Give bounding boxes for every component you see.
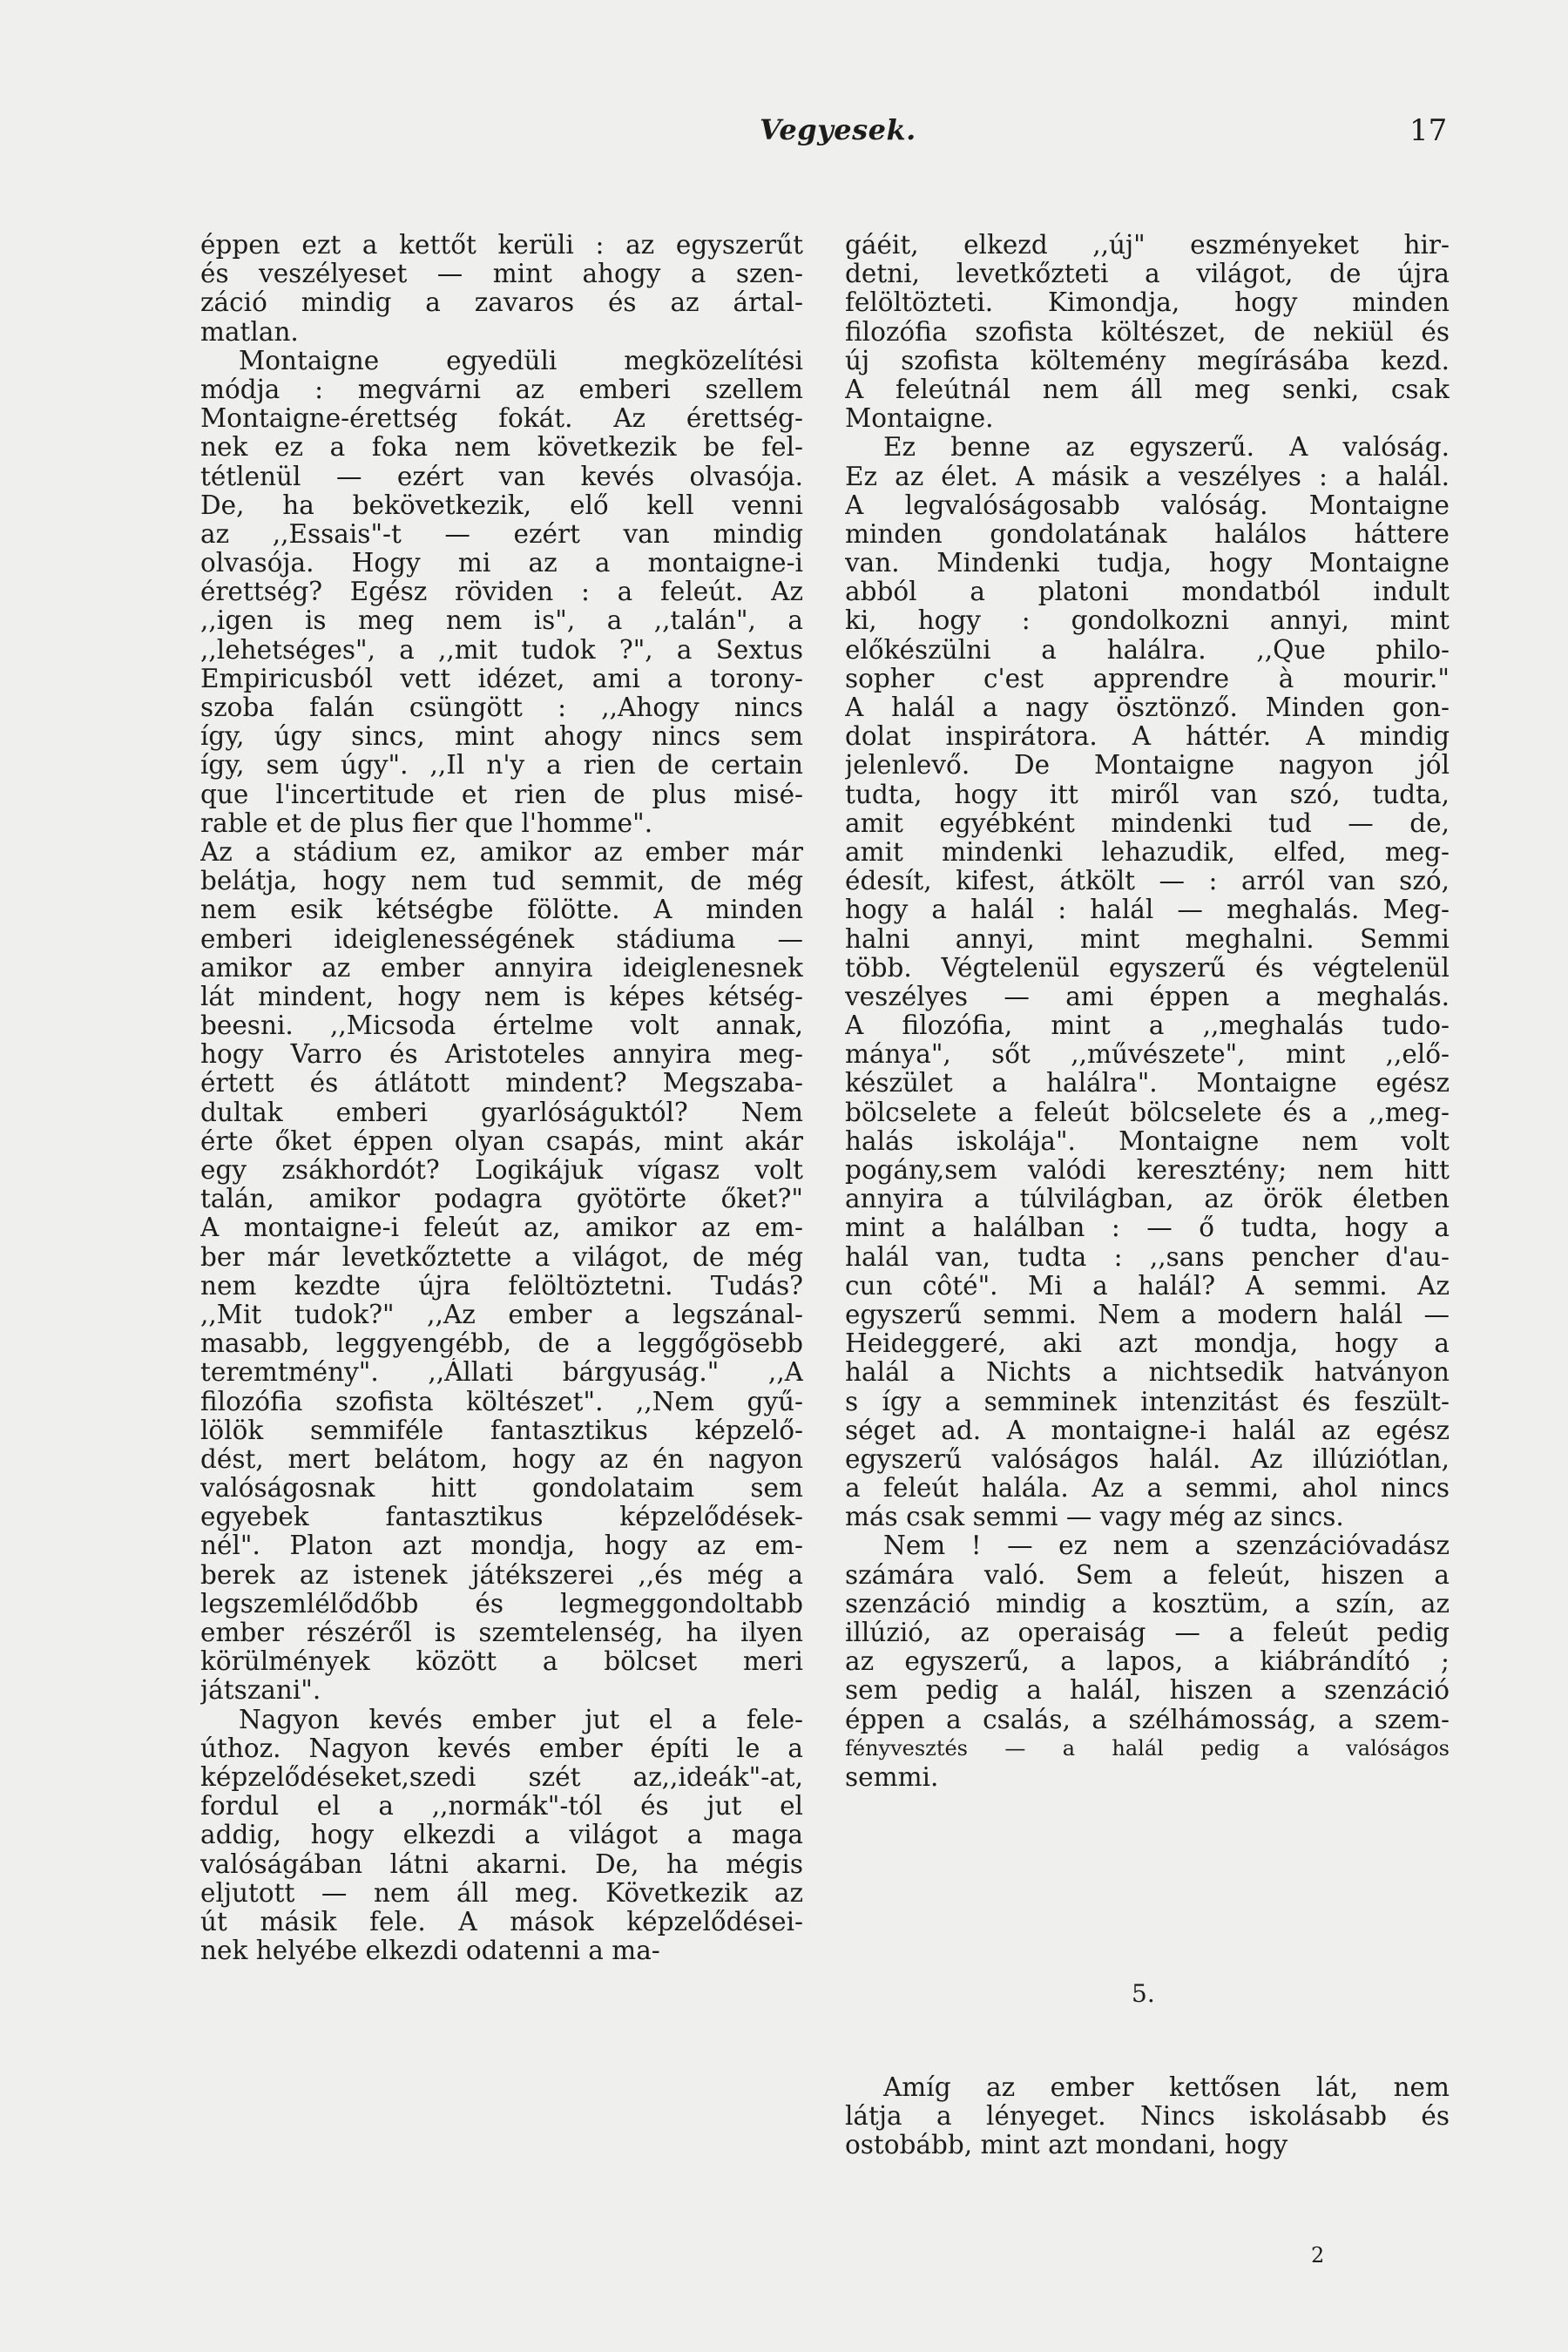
text-line: dést, mert belátom, hogy az én nagyon <box>200 1444 803 1474</box>
text-line: felöltözteti. Kimondja, hogy minden <box>845 288 1450 318</box>
text-line: pogány,sem valódi keresztény; nem hitt <box>845 1156 1450 1185</box>
text-line: masabb, leggyengébb, de a leggőgösebb <box>200 1329 803 1359</box>
text-line: belátja, hogy nem tud semmit, de még <box>200 867 803 896</box>
text-line: amikor az ember annyira ideiglenesnek <box>200 953 803 983</box>
text-line: sem pedig a halál, hiszen a szenzáció <box>845 1676 1450 1706</box>
text-line: tétlenül — ezért van kevés olvasója. <box>200 462 803 491</box>
text-line: hogy Varro és Aristoteles annyira meg- <box>200 1040 803 1070</box>
text-line: cun côté". Mi a halál? A semmi. Az <box>845 1271 1450 1301</box>
text-line: módja : megvárni az emberi szellem <box>200 375 803 404</box>
text-line: érettség? Egész röviden : a feleút. Az <box>200 578 803 607</box>
text-line: Montaigne egyedüli megközelítési <box>239 346 803 375</box>
text-line: nek helyébe elkezdi odatenni a ma- <box>200 1936 660 1966</box>
text-line: ,,igen is meg nem is", a ,,talán", a <box>200 606 803 636</box>
text-line: eljutott — nem áll meg. Következik az <box>200 1878 803 1908</box>
text-line: amit egyébként mindenki tud — de, <box>845 808 1450 838</box>
text-line: halás iskolája". Montaigne nem volt <box>845 1126 1450 1156</box>
text-line: abból a platoni mondatból indult <box>845 578 1450 607</box>
text-line: több. Végtelenül egyszerű és végtelenül <box>845 953 1450 983</box>
text-line: szenzáció mindig a kosztüm, a szín, az <box>845 1589 1450 1619</box>
text-line: hogy a halál : halál — meghalás. Meg- <box>845 896 1450 925</box>
text-line: Ez az élet. A másik a veszélyes : a halál. <box>845 462 1450 491</box>
text-line: annyira a túlvilágban, az örök életben <box>845 1185 1450 1214</box>
text-line: séget ad. A montaigne-i halál az egész <box>845 1416 1450 1445</box>
text-line: rable et de plus fier que l'homme". <box>200 808 653 838</box>
running-header-title: Vegyesek. <box>760 113 916 146</box>
text-line: egy zsákhordót? Logikájuk vígasz volt <box>200 1156 803 1185</box>
text-line: egyszerű semmi. Nem a modern halál — <box>845 1300 1450 1329</box>
text-line: nek ez a foka nem következik be fel- <box>200 433 803 463</box>
left-text-column <box>200 231 803 1965</box>
text-line: Heideggeré, aki azt mondja, hogy a <box>845 1329 1450 1359</box>
text-line: olvasója. Hogy mi az a montaigne-i <box>200 549 803 578</box>
text-line: éppen ezt a kettőt kerüli : az egyszerűt <box>200 231 803 260</box>
text-line: lát mindent, hogy nem is képes kétség- <box>200 982 803 1011</box>
text-line: addig, hogy elkezdi a világot a maga <box>200 1821 803 1850</box>
section-number: 5. <box>1132 1979 1155 2008</box>
text-line: sopher c'est apprendre à mourir." <box>845 664 1450 693</box>
text-line: nél". Platon azt mondja, hogy az em- <box>200 1531 803 1561</box>
text-line: halál van, tudta : ,,sans pencher d'au- <box>845 1242 1450 1272</box>
text-line: emberi ideiglenességének stádiuma — <box>200 924 803 954</box>
text-line: az ,,Essais"-t — ezért van mindig <box>200 519 803 549</box>
text-line: veszélyes — ami éppen a meghalás. <box>845 982 1450 1011</box>
text-line: út másik fele. A mások képzelődései- <box>200 1907 803 1936</box>
text-line: amit mindenki lehazudik, elfed, meg- <box>845 837 1450 867</box>
text-line: és veszélyeset — mint ahogy a szen- <box>200 260 803 289</box>
text-line: Az a stádium ez, amikor az ember már <box>200 837 803 867</box>
text-line: így, sem úgy". ,,Il n'y a rien de certain <box>200 751 803 781</box>
text-line: Nem ! — ez nem a szenzációvadász <box>883 1531 1450 1561</box>
text-line: dultak emberi gyarlóságuktól? Nem <box>200 1098 803 1127</box>
text-line: ber már levetkőztette a világot, de még <box>200 1242 803 1272</box>
text-line: édesít, kifest, átkölt — : arról van szó, <box>845 867 1450 896</box>
text-line: szoba falán csüngött : ,,Ahogy nincs <box>200 693 803 722</box>
text-line: Amíg az ember kettősen lát, nem <box>883 2073 1450 2102</box>
text-line: valóságában látni akarni. De, ha mégis <box>200 1849 803 1879</box>
text-line: Ez benne az egyszerű. A valóság. <box>883 433 1450 463</box>
text-line: ki, hogy : gondolkozni annyi, mint <box>845 606 1450 636</box>
text-line: dolat inspirátora. A háttér. A mindig <box>845 722 1450 752</box>
text-line: így, úgy sincs, mint ahogy nincs sem <box>200 722 803 752</box>
text-line: lölök semmiféle fantasztikus képzelő- <box>200 1416 803 1445</box>
text-line: nem kezdte újra felöltöztetni. Tudás? <box>200 1271 803 1301</box>
right-text-column <box>845 231 1450 1792</box>
text-line: jelenlevő. De Montaigne nagyon jól <box>845 751 1450 781</box>
text-line: értett és átlátott mindent? Megszaba- <box>200 1069 803 1098</box>
page-number: 17 <box>1409 113 1448 148</box>
text-line: halál a Nichts a nichtsedik hatványon <box>845 1358 1450 1388</box>
text-line: záció mindig a zavaros és az ártal- <box>200 288 803 318</box>
text-line: a feleút halála. Az a semmi, ahol nincs <box>845 1474 1450 1504</box>
text-line: érte őket éppen olyan csapás, mint akár <box>200 1126 803 1156</box>
text-line: körülmények között a bölcset meri <box>200 1647 803 1677</box>
text-line: egyebek fantasztikus képzelődések- <box>200 1503 803 1532</box>
text-line: ostobább, mint azt mondani, hogy <box>845 2131 1288 2160</box>
text-line: filozófia szofista költészet, de nekiül és <box>845 317 1450 347</box>
text-line: játszani". <box>200 1676 321 1706</box>
text-line: semmi. <box>845 1762 939 1792</box>
text-line: készület a halálra". Montaigne egész <box>845 1069 1450 1098</box>
text-line: legszemlélődőbb és legmeggondoltabb <box>200 1589 803 1619</box>
text-line: nem esik kétségbe fölötte. A minden <box>200 896 803 925</box>
text-line: fordul el a ,,normák"-tól és jut el <box>200 1792 803 1821</box>
text-line: valóságosnak hitt gondolataim sem <box>200 1474 803 1504</box>
text-line: előkészülni a halálra. ,,Que philo- <box>845 635 1450 665</box>
text-line: Empiricusból vett idézet, ami a torony- <box>200 664 803 693</box>
text-line: illúzió, az operaiság — a feleút pedig <box>845 1619 1450 1647</box>
text-line: az egyszerű, a lapos, a kiábrándító ; <box>845 1647 1450 1677</box>
text-line: s így a semminek intenzitást és feszült- <box>845 1387 1450 1416</box>
text-line: A montaigne-i feleút az, amikor az em- <box>200 1213 803 1243</box>
text-line: beesni. ,,Micsoda értelme volt annak, <box>200 1011 803 1041</box>
text-line: matlan. <box>200 317 299 347</box>
text-line: mánya", sőt ,,művészete", mint ,,elő- <box>845 1040 1450 1070</box>
text-line: A legvalóságosabb valóság. Montaigne <box>845 490 1450 520</box>
text-line: detni, levetkőzteti a világot, de újra <box>845 260 1450 289</box>
text-line: tudta, hogy itt miről van szó, tudta, <box>845 780 1450 809</box>
text-line: számára való. Sem a feleút, hiszen a <box>845 1560 1450 1590</box>
text-line: berek az istenek játékszerei ,,és még a <box>200 1560 803 1590</box>
text-line: új szofista költemény megírásába kezd. <box>845 346 1450 375</box>
text-line: van. Mindenki tudja, hogy Montaigne <box>845 549 1450 578</box>
text-line: talán, amikor podagra gyötörte őket?" <box>200 1185 803 1214</box>
text-line: úthoz. Nagyon kevés ember építi le a <box>200 1734 803 1763</box>
printer-signature-mark: 2 <box>1311 2243 1325 2268</box>
text-line: bölcselete a feleút bölcselete és a ,,meg- <box>845 1098 1450 1127</box>
text-line: éppen a csalás, a szélhámosság, a szem- <box>845 1705 1450 1734</box>
text-line: A halál a nagy ösztönző. Minden gon- <box>845 693 1450 722</box>
text-line: A filozófia, mint a ,,meghalás tudo- <box>845 1011 1450 1041</box>
text-line: A feleútnál nem áll meg senki, csak <box>845 375 1450 404</box>
text-line: De, ha bekövetkezik, elő kell venni <box>200 490 803 520</box>
text-line: Nagyon kevés ember jut el a fele- <box>239 1705 803 1734</box>
text-line: fényvesztés — a halál pedig a valóságos <box>845 1735 1450 1761</box>
text-line: egyszerű valóságos halál. Az illúziótlan, <box>845 1444 1450 1474</box>
text-line: Montaigne-érettség fokát. Az érettség- <box>200 404 803 434</box>
text-line: que l'incertitude et rien de plus misé- <box>200 780 803 809</box>
text-line: látja a lényeget. Nincs iskolásabb és <box>845 2102 1450 2132</box>
text-line: képzelődéseket,szedi szét az,,ideák"-at, <box>200 1762 803 1792</box>
section-text-column <box>845 2073 1450 2160</box>
text-line: gáéit, elkezd ,,új" eszményeket hir- <box>845 231 1450 260</box>
text-line: mint a halálban : — ő tudta, hogy a <box>845 1213 1450 1243</box>
text-line: minden gondolatának halálos háttere <box>845 519 1450 549</box>
text-line: ,,Mit tudok?" ,,Az ember a legszánal- <box>200 1300 803 1329</box>
text-line: Montaigne. <box>845 404 994 434</box>
text-line: más csak semmi — vagy még az sincs. <box>845 1503 1344 1532</box>
text-line: filozófia szofista költészet". ,,Nem gyű- <box>200 1387 803 1416</box>
text-line: ,,lehetséges", a ,,mit tudok ?", a Sextus <box>200 635 803 665</box>
text-line: ember részéről is szemtelenség, ha ilyen <box>200 1619 803 1647</box>
text-line: teremtmény". ,,Állati bárgyuság." ,,A <box>200 1358 803 1388</box>
text-line: halni annyi, mint meghalni. Semmi <box>845 924 1450 954</box>
